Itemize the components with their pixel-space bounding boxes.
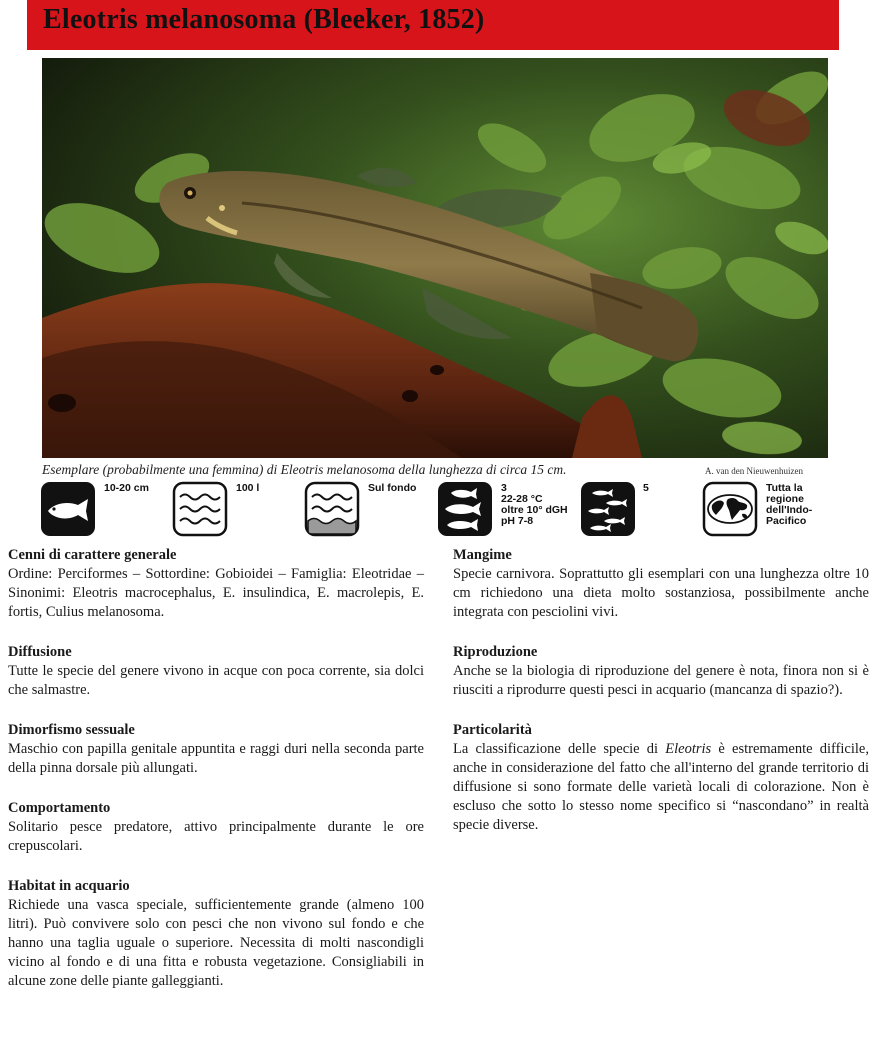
section-heading: Diffusione	[8, 644, 72, 660]
section-body: Richiede una vasca speciale, sufficientemente grande (almeno 100 litri). Può convivere solo con pesci che non vivono sul fondo e che hanno una taglia uguale o superiore. Necessita di molti nascondigli vicino al fondo e di una fitta e robusta vegetazione. Consigliabili in alcune zone delle piante galleggianti.	[8, 897, 424, 989]
section-heading: Cenni di carattere generale	[8, 547, 177, 563]
section-generale	[8, 546, 424, 622]
photo-caption: Esemplare (probabilmente una femmina) di Eleotris melanosoma della lunghezza di circa 15 cm.	[42, 462, 567, 477]
page-title: Eleotris melanosoma (Bleeker, 1852)	[43, 4, 485, 35]
section-riproduzione	[453, 643, 869, 700]
world-map-icon	[702, 481, 758, 537]
photo-credit: A. van den Nieuwenhuizen	[705, 466, 803, 476]
group-fish-icon	[580, 481, 636, 537]
section-comportamento	[8, 799, 424, 856]
water-parameters-label: 3 22-28 °C oltre 10° dGH pH 7-8	[501, 482, 568, 527]
swim-zone-label: Sul fondo	[368, 482, 417, 494]
group-fish-label: 5	[643, 482, 649, 494]
world-map-label: Tutta la regione dell'Indo- Pacifico	[766, 482, 813, 527]
right-column	[453, 546, 869, 856]
section-mangime	[453, 546, 869, 622]
aquarium-volume-label: 100 l	[236, 482, 260, 494]
section-heading: Habitat in acquario	[8, 878, 130, 894]
title-bar	[27, 0, 839, 50]
aquarium-volume-icon	[172, 481, 228, 537]
section-particolarita	[453, 721, 869, 835]
swim-zone-bottom-icon	[304, 481, 360, 537]
section-body: Specie carnivora. Soprattutto gli esemplari con una lunghezza oltre 10 cm richiedono una dieta molto sostanziosa, possibilmente anche integrata con pesciolini vivi.	[453, 566, 869, 620]
section-body: Ordine: Perciformes – Sottordine: Gobioidei – Famiglia: Eleotridae – Sinonimi: Eleotris macrocephalus, E. insulindica, E. macrolepis, E. fortis, Culius melanosoma.	[8, 566, 424, 620]
section-heading: Comportamento	[8, 800, 111, 816]
section-body: Maschio con papilla genitale appuntita e raggi duri nella seconda parte della pinna dorsale più allungati.	[8, 741, 424, 776]
left-column	[8, 546, 424, 1012]
fish-size-icon	[40, 481, 96, 537]
fish-size-label: 10-20 cm	[104, 482, 149, 494]
water-parameters-icon	[437, 481, 493, 537]
section-heading: Mangime	[453, 547, 512, 563]
section-heading: Particolarità	[453, 722, 532, 738]
fish-photo-illustration	[42, 58, 828, 458]
section-body: La classificazione delle specie di Eleotris è estremamente difficile, anche in considerazione del fatto che all'interno del grande territorio di diffusione si sono formate delle varietà locali di colorazione. Non è escluso che sotto lo stesso nome specifico si “nascondano” in realtà specie diverse.	[453, 741, 869, 833]
fish-photo	[42, 58, 828, 458]
genus-name: Eleotris	[665, 741, 712, 757]
section-dimorfismo	[8, 721, 424, 778]
section-body: Tutte le specie del genere vivono in acque con poca corrente, sia dolci che salmastre.	[8, 663, 424, 698]
section-body: Anche se la biologia di riproduzione del genere è nota, finora non si è riusciti a riprodurre questi pesci in acquario (mancanza di spazio?).	[453, 663, 869, 698]
section-heading: Dimorfismo sessuale	[8, 722, 135, 738]
section-body: Solitario pesce predatore, attivo principalmente durante le ore crepuscolari.	[8, 819, 424, 854]
section-heading: Riproduzione	[453, 644, 538, 660]
section-habitat	[8, 877, 424, 991]
section-diffusione	[8, 643, 424, 700]
